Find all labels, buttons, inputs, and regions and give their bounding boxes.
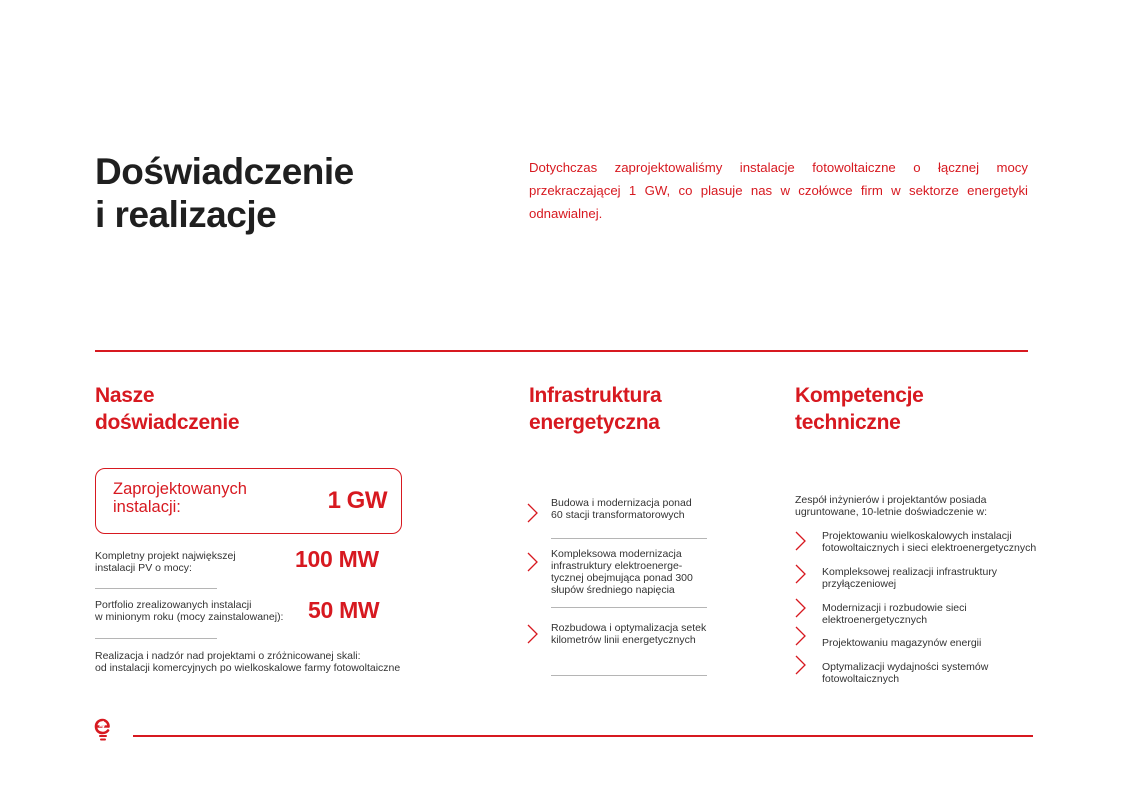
infrastructure-item-line: infrastruktury elektroenerge- [551,560,683,572]
chevron-right-icon [795,598,807,618]
page-title [95,150,354,236]
stat-label-line1: Portfolio zrealizowanych instalacji [95,599,252,611]
competences-heading-line2: techniczne [795,411,901,434]
infrastructure-item-line: Budowa i modernizacja ponad [551,497,692,509]
intro-text: Dotychczas zaprojektowaliśmy instalacje fotowoltaiczne o łącznej mocy przekraczającej 1 GW, co plasuje nas w czołówce firm w sektorze energetyki odnawialnej. [529,160,1028,221]
infrastructure-item [551,497,716,521]
competences-heading [795,382,924,436]
infrastructure-item-line: Rozbudowa i optymalizacja setek [551,622,707,634]
chevron-right-icon [795,626,807,646]
competences-intro-line1: Zespół inżynierów i projektantów posiada [795,494,987,506]
experience-note-line2: od instalacji komercyjnych po wielkoskalowe farmy fotowoltaiczne [95,662,401,674]
page-title-line2: i realizacje [95,194,277,235]
competence-item-line: Kompleksowej realizacji infrastruktury [822,566,998,578]
competence-item-line: elektroenergetycznych [822,614,928,626]
competence-item-line: Projektowaniu magazynów energii [822,637,982,649]
highlight-label [113,480,247,516]
competence-item-line: fotowoltaicznych i sieci elektroenergetycznych [822,542,1037,554]
chevron-right-icon [795,655,807,675]
experience-heading-line2: doświadczenie [95,411,240,434]
infrastructure-item-line: tycznej obejmująca ponad 300 [551,572,693,584]
competence-item-line: Optymalizacji wydajności systemów [822,661,989,673]
stat-label [95,599,283,623]
page-title-line1: Doświadczenie [95,151,354,192]
stat-divider [95,588,217,589]
competence-item [822,602,1042,626]
infrastructure-heading-line2: energetyczna [529,411,660,434]
stat-value: 50 MW [308,597,380,623]
top-divider [95,350,1028,352]
infrastructure-item-line: kilometrów linii energetycznych [551,634,696,646]
infrastructure-item [551,622,721,646]
competence-item-line: fotowoltaicznych [822,673,900,685]
chevron-right-icon [527,503,539,523]
competence-item-line: przyłączeniowej [822,578,897,590]
chevron-right-icon [795,564,807,584]
stat-label-line1: Kompletny projekt największej [95,550,236,562]
competence-item [822,637,1042,649]
competence-item [822,530,1052,554]
brand-logo-icon [94,717,112,743]
item-divider [551,538,707,539]
bottom-divider [133,735,1033,737]
chevron-right-icon [527,624,539,644]
item-divider [551,607,707,608]
infrastructure-heading [529,382,661,436]
competence-item [822,661,1042,685]
highlight-label-line2: instalacji: [113,498,181,516]
infrastructure-item-line: słupów średniego napięcia [551,584,675,596]
competence-item-line: Projektowaniu wielkoskalowych instalacji [822,530,1012,542]
stat-label [95,550,236,574]
experience-heading [95,382,239,436]
experience-note-line1: Realizacja i nadzór nad projektami o zróżnicowanej skali: [95,650,361,662]
competences-heading-line1: Kompetencje [795,384,924,407]
highlight-label-line1: Zaprojektowanych [113,480,247,498]
infrastructure-item-line: 60 stacji transformatorowych [551,509,685,521]
infrastructure-item [551,548,716,596]
competence-item-line: Modernizacji i rozbudowie sieci [822,602,967,614]
competences-intro-line2: ugruntowane, 10-letnie doświadczenie w: [795,506,988,518]
highlight-box [95,468,402,534]
highlight-value: 1 GW [327,487,387,514]
stat-label-line2: w minionym roku (mocy zainstalowanej): [95,611,284,623]
stat-value: 100 MW [295,546,379,572]
stat-divider [95,638,217,639]
item-divider [551,675,707,676]
experience-heading-line1: Nasze [95,384,155,407]
stat-label-line2: instalacji PV o mocy: [95,562,192,574]
chevron-right-icon [527,552,539,572]
competence-item [822,566,1042,590]
infrastructure-item-line: Kompleksowa modernizacja [551,548,682,560]
chevron-right-icon [795,531,807,551]
infrastructure-heading-line1: Infrastruktura [529,384,662,407]
competences-intro [795,494,1025,518]
experience-note [95,650,425,674]
